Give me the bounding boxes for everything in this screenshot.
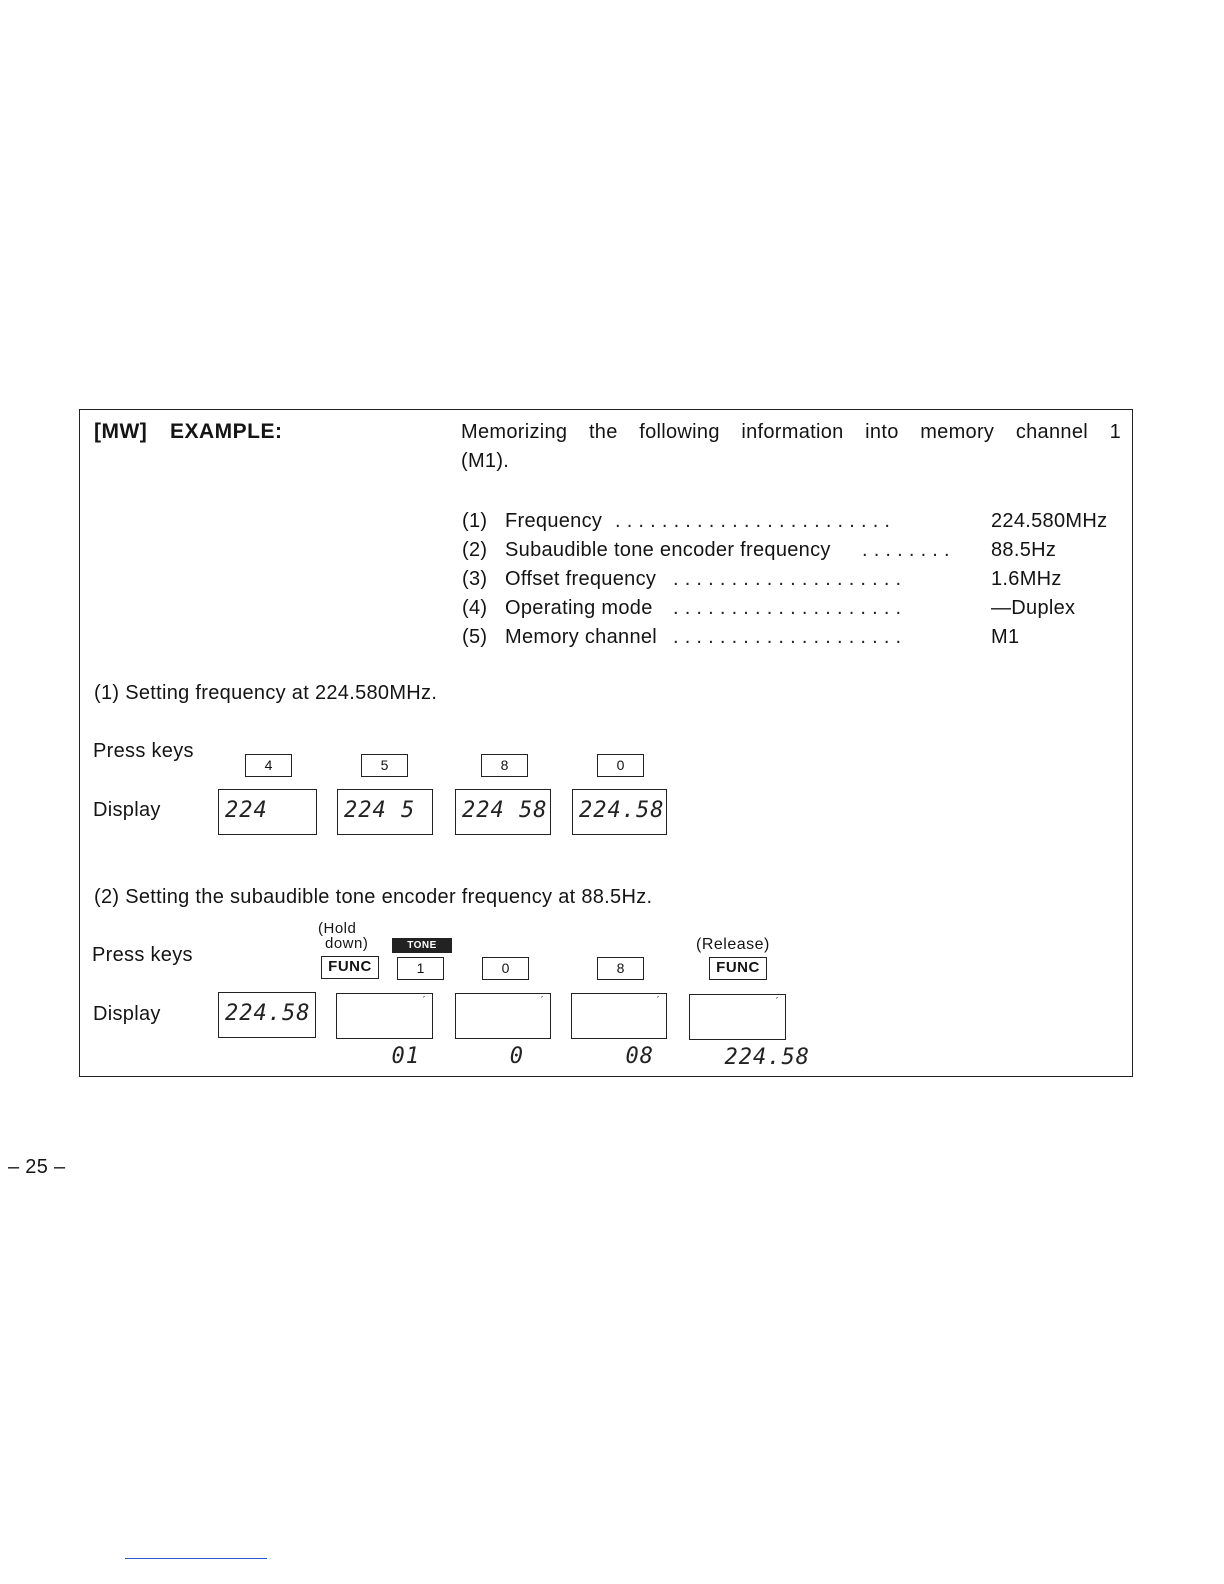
item-number: (2) [462,539,488,561]
item-value: 224.580MHz [991,510,1108,532]
lcd-value: 08 [625,1044,654,1069]
item-label: Memory channel [505,626,658,648]
func-key-hold[interactable]: FUNC [321,956,379,979]
item-value: M1 [991,626,1020,648]
lcd-value: 01 [391,1044,420,1069]
key-8[interactable]: 8 [597,957,644,980]
page-number: – 25 – [8,1156,66,1178]
item-value: 88.5Hz [991,539,1057,561]
tone-indicator-tick: ′ [420,995,428,1006]
item-label: Offset frequency [505,568,657,590]
key-1-tone[interactable]: 1 [397,957,444,980]
step2-press-keys-label: Press keys [92,944,193,966]
item-leader-dots: . . . . . . . . [862,539,950,561]
step1-title: (1) Setting frequency at 224.580MHz. [94,682,438,704]
hold-label: (Hold [318,920,357,937]
example-title: EXAMPLE: [170,420,283,443]
mode-tag: [MW] [94,420,148,443]
step2-title: (2) Setting the subaudible tone encoder frequency at 88.5Hz. [94,886,653,908]
hold-label-down: down) [325,935,369,952]
item-number: (5) [462,626,488,648]
lcd-value: 0 [509,1044,524,1069]
footer-rule [125,1558,267,1559]
release-label: (Release) [696,936,770,953]
func-key-release[interactable]: FUNC [709,957,767,980]
step1-press-keys-label: Press keys [93,740,194,762]
item-number: (3) [462,568,488,590]
item-label: Operating mode [505,597,653,619]
item-value: —Duplex [991,597,1076,619]
lcd-display: 224 [218,789,317,835]
lcd-display: 224.58 [572,789,667,835]
item-label: Frequency [505,510,603,532]
tone-badge: TONE [392,938,452,953]
key-0[interactable]: 0 [482,957,529,980]
key-4[interactable]: 4 [245,754,292,777]
step2-display-label: Display [93,1003,161,1025]
key-5[interactable]: 5 [361,754,408,777]
intro-line-2: (M1). [461,450,510,472]
lcd-value: 224.58 [724,1045,810,1070]
key-0[interactable]: 0 [597,754,644,777]
lcd-display: 224 58 [455,789,551,835]
lcd-display: 224 5 [337,789,433,835]
item-leader-dots: . . . . . . . . . . . . . . . . . . . . [673,597,902,619]
intro-line-1: Memorizing the following information into memory channel 1 [461,421,1121,443]
item-number: (4) [462,597,488,619]
lcd-display [689,994,810,1070]
lcd-display [336,993,433,1069]
lcd-display: 224.58 [218,992,316,1038]
item-leader-dots: . . . . . . . . . . . . . . . . . . . . . . . . [615,510,891,532]
item-leader-dots: . . . . . . . . . . . . . . . . . . . . [673,626,902,648]
item-number: (1) [462,510,488,532]
step1-display-label: Display [93,799,161,821]
lcd-display [571,993,667,1069]
item-label: Subaudible tone encoder frequency [505,539,831,561]
tone-indicator-tick: ′ [538,995,546,1006]
lcd-display [455,993,551,1069]
tone-indicator-tick: ′ [654,995,662,1006]
item-value: 1.6MHz [991,568,1062,590]
example-heading [94,420,283,444]
item-leader-dots: . . . . . . . . . . . . . . . . . . . . [673,568,902,590]
tone-indicator-tick: ′ [773,996,781,1007]
key-8[interactable]: 8 [481,754,528,777]
